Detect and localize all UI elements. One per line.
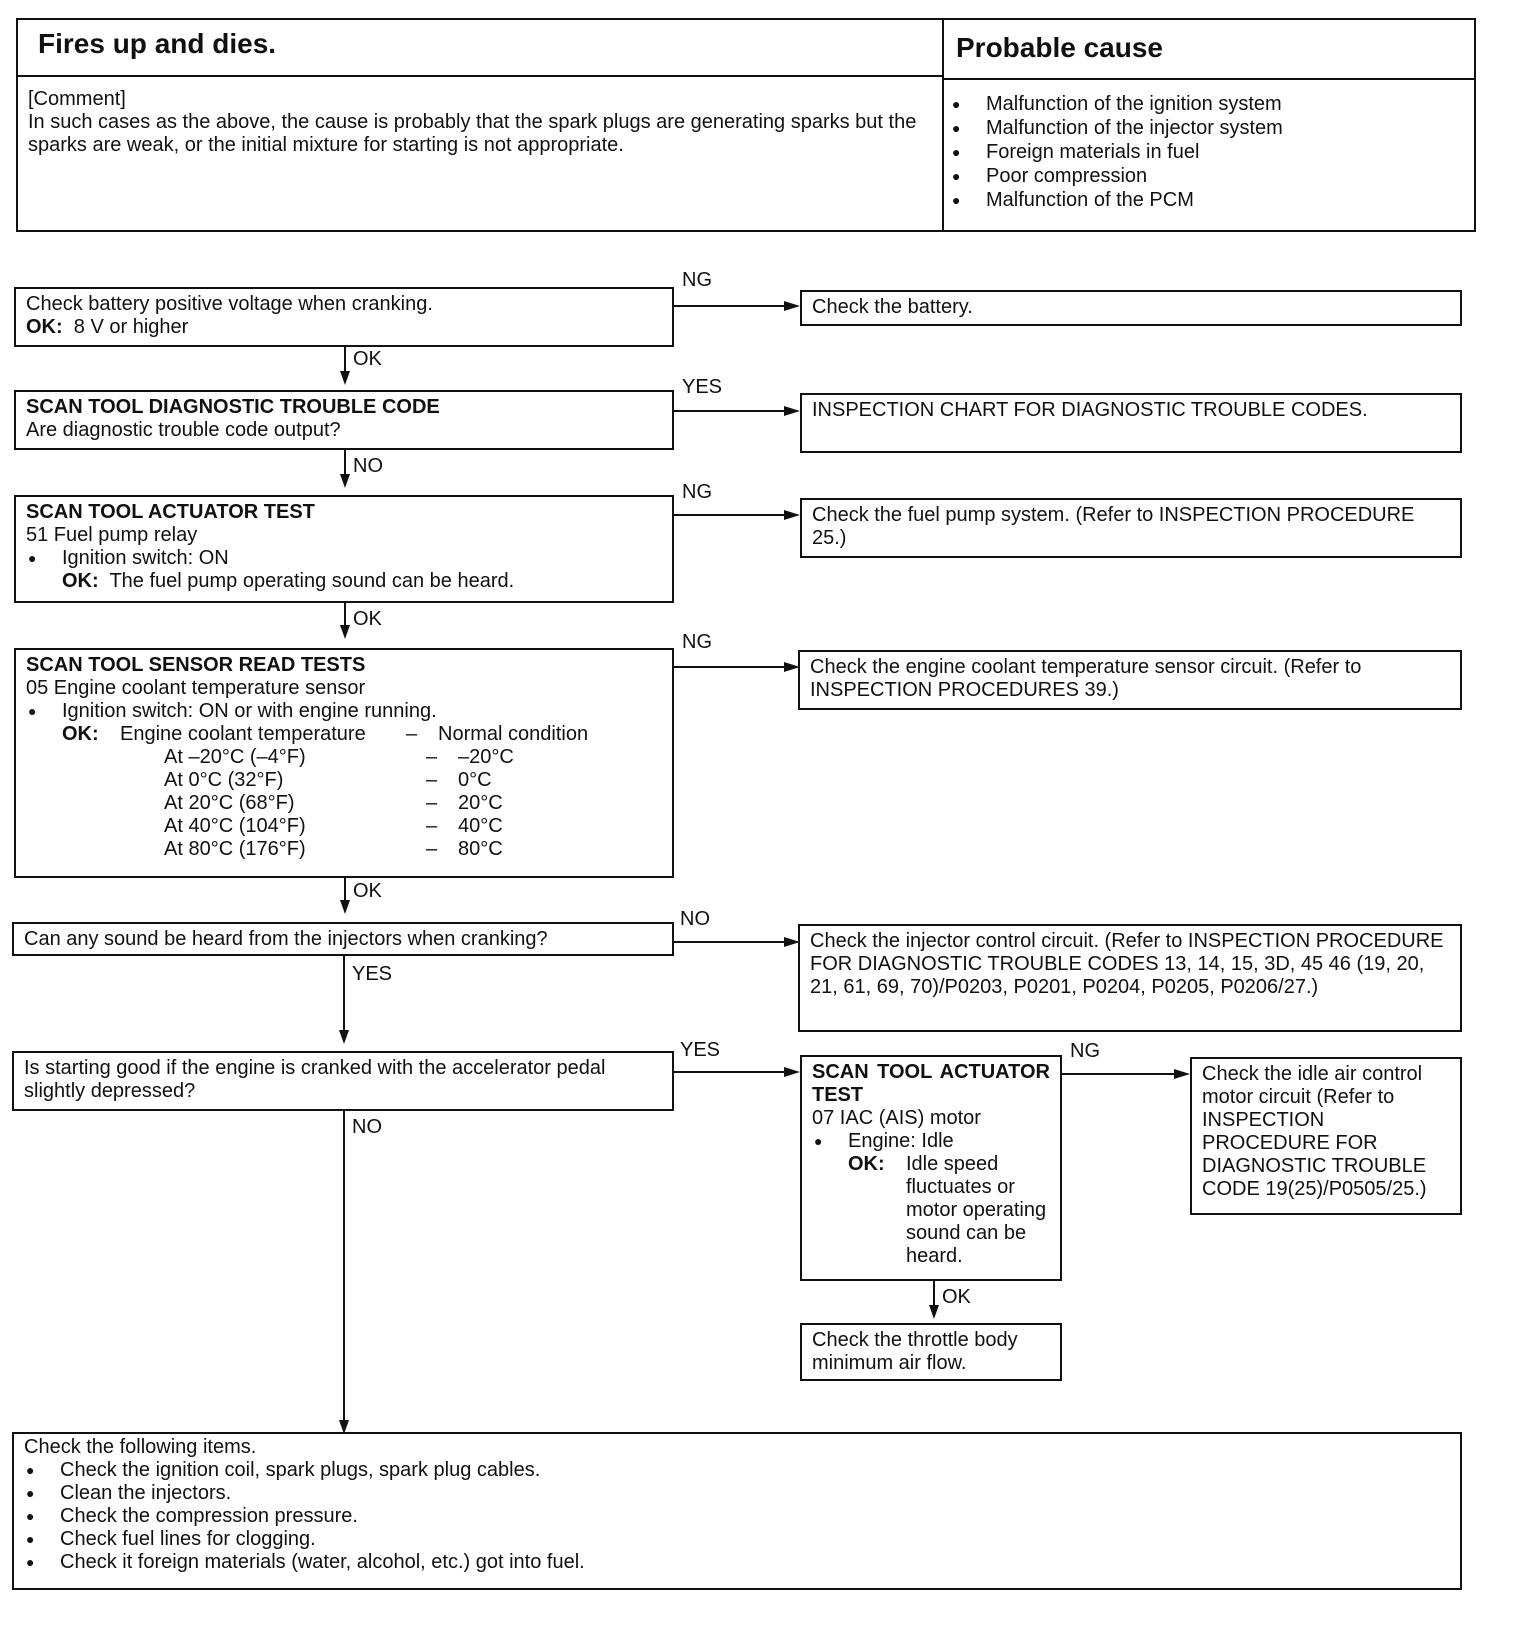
final-check-title: Check the following items. <box>24 1436 257 1458</box>
connector-line <box>674 514 784 516</box>
arrow-down-icon <box>340 900 350 914</box>
table-header-right: Normal condition <box>438 723 589 745</box>
ok-value: The fuel pump operating sound can be heard. <box>109 570 515 592</box>
table-cell-right: 0°C <box>458 769 492 791</box>
arrow-right-icon <box>784 1067 800 1077</box>
connector-line <box>674 410 784 412</box>
arrow-right-icon <box>784 301 800 311</box>
dtc-result-text: INSPECTION CHART FOR DIAGNOSTIC TROUBLE CODES. <box>812 399 1368 421</box>
throttle-body-text: Check the throttle body minimum air flow. <box>812 1329 1018 1374</box>
dash: – <box>426 838 438 860</box>
ok-label: OK: <box>62 723 99 745</box>
dash: – <box>426 815 438 837</box>
ok-label: OK: <box>26 316 63 338</box>
table-cell-left: At 80°C (176°F) <box>164 838 306 860</box>
table-row <box>26 815 662 838</box>
arrow-down-icon <box>340 371 350 385</box>
ok-value: Idle speed fluctuates or motor operating sound can be heard. <box>906 1153 1047 1267</box>
flow-label-no: NO <box>352 1116 382 1138</box>
coolant-test-title: SCAN TOOL SENSOR READ TESTS <box>26 654 366 676</box>
iac-test-condition: ● Engine: Idle <box>812 1130 1050 1153</box>
coolant-result-text: Check the engine coolant temperature sensor circuit. (Refer to INSPECTION PROCEDURES 39.) <box>810 656 1362 701</box>
final-check-item: ● Check the ignition coil, spark plugs, spark plug cables. <box>24 1459 1450 1482</box>
fuel-pump-item: 51 Fuel pump relay <box>26 524 198 546</box>
flow-label-ok: OK <box>353 880 382 902</box>
table-row <box>26 792 662 815</box>
comment-label: [Comment] <box>28 88 126 110</box>
table-cell-right: 20°C <box>458 792 503 814</box>
dash: – <box>426 792 438 814</box>
dtc-result-box <box>800 393 1462 453</box>
final-check-item: ● Check the compression pressure. <box>24 1505 1450 1528</box>
connector-line <box>674 941 784 943</box>
injector-sound-box <box>12 922 674 956</box>
branch-label-ng: NG <box>682 481 712 503</box>
dtc-question: Are diagnostic trouble code output? <box>26 419 341 441</box>
coolant-test-condition: ● Ignition switch: ON or with engine running. <box>26 700 662 723</box>
fuel-pump-condition: ● Ignition switch: ON <box>26 547 662 570</box>
probable-cause-item: ● Malfunction of the ignition system <box>950 92 1470 116</box>
iac-test-item: 07 IAC (AIS) motor <box>812 1107 981 1129</box>
table-header-left: Engine coolant temperature <box>120 723 366 745</box>
probable-cause-item: ● Malfunction of the PCM <box>950 188 1470 212</box>
connector-line <box>674 305 784 307</box>
injector-result-box <box>798 924 1462 1032</box>
branch-label-yes: YES <box>680 1039 721 1061</box>
branch-label-ng: NG <box>1070 1040 1100 1062</box>
coolant-table-header <box>26 723 662 746</box>
throttle-body-box <box>800 1323 1062 1381</box>
connector-line <box>343 1111 345 1423</box>
flow-label-ok: OK <box>353 348 382 370</box>
accelerator-check-box <box>12 1051 674 1111</box>
injector-sound-question: Can any sound be heard from the injectors when cranking? <box>24 928 548 950</box>
connector-line <box>344 603 346 625</box>
branch-label-ng: NG <box>682 631 712 653</box>
fuel-pump-test-box <box>14 495 674 603</box>
table-row <box>26 838 662 861</box>
arrow-right-icon <box>784 510 800 520</box>
table-cell-left: At 40°C (104°F) <box>164 815 306 837</box>
accelerator-question: Is starting good if the engine is cranked with the accelerator pedal slightly depressed? <box>24 1057 606 1102</box>
ok-label: OK: <box>848 1153 885 1175</box>
battery-check-text: Check battery positive voltage when cranking. <box>26 293 433 315</box>
dash: – <box>426 746 438 768</box>
table-row <box>26 746 662 769</box>
fuel-pump-test-title: SCAN TOOL ACTUATOR TEST <box>26 501 315 523</box>
dtc-title: SCAN TOOL DIAGNOSTIC TROUBLE CODE <box>26 396 440 418</box>
header-column-divider <box>942 20 944 230</box>
iac-actuator-test-box <box>800 1055 1062 1281</box>
arrow-down-icon <box>340 474 350 488</box>
flow-label-ok: OK <box>353 608 382 630</box>
connector-line <box>344 450 346 474</box>
injector-result-text: Check the injector control circuit. (Refer to INSPECTION PROCEDURE FOR DIAGNOSTIC TROUBLE CODES 13, 14, 15, 3D, 45 46 (19, 20, 21, 61, 69, 70)/P0203, P0201, P0204, P0205, P0206/27.) <box>810 930 1444 998</box>
battery-check-box <box>14 287 674 347</box>
arrow-right-icon <box>1174 1069 1190 1079</box>
probable-cause-item: ● Malfunction of the injector system <box>950 116 1470 140</box>
dash: – <box>426 769 438 791</box>
connector-line <box>1062 1073 1174 1075</box>
connector-line <box>933 1281 935 1305</box>
final-check-item: ● Clean the injectors. <box>24 1482 1450 1505</box>
fuel-pump-result-text: Check the fuel pump system. (Refer to INSPECTION PROCEDURE 25.) <box>812 504 1415 549</box>
fuel-pump-result-box <box>800 498 1462 558</box>
table-cell-left: At 20°C (68°F) <box>164 792 295 814</box>
arrow-down-icon <box>929 1305 939 1319</box>
header-divider-right <box>942 78 1476 80</box>
probable-cause-list <box>950 92 1470 212</box>
connector-line <box>343 956 345 1032</box>
connector-line <box>344 347 346 371</box>
probable-cause-item: ● Foreign materials in fuel <box>950 140 1470 164</box>
connector-line <box>674 666 784 668</box>
header-divider <box>18 75 942 77</box>
table-row <box>26 769 662 792</box>
arrow-down-icon <box>340 625 350 639</box>
connector-line <box>344 878 346 900</box>
table-cell-right: 80°C <box>458 838 503 860</box>
ok-label: OK: <box>62 570 99 592</box>
comment-section <box>28 88 933 157</box>
page-title: Fires up and dies. <box>38 28 277 59</box>
branch-label-yes: YES <box>682 376 723 398</box>
flow-label-yes: YES <box>352 963 393 985</box>
final-check-item: ● Check it foreign materials (water, alcohol, etc.) got into fuel. <box>24 1551 1450 1574</box>
arrow-right-icon <box>784 406 800 416</box>
probable-cause-item: ● Poor compression <box>950 164 1470 188</box>
coolant-sensor-test-box <box>14 648 674 878</box>
dash: – <box>406 723 418 745</box>
table-cell-right: –20°C <box>458 746 514 768</box>
probable-cause-title: Probable cause <box>956 32 1163 63</box>
table-cell-left: At 0°C (32°F) <box>164 769 284 791</box>
final-check-box <box>12 1432 1462 1590</box>
coolant-test-item: 05 Engine coolant temperature sensor <box>26 677 366 699</box>
header-table <box>16 18 1476 232</box>
coolant-result-box <box>798 650 1462 710</box>
battery-result-text: Check the battery. <box>812 296 973 318</box>
iac-result-box <box>1190 1057 1462 1215</box>
branch-label-ng: NG <box>682 269 712 291</box>
table-cell-right: 40°C <box>458 815 503 837</box>
battery-result-box <box>800 290 1462 326</box>
branch-label-no: NO <box>680 908 710 930</box>
table-cell-left: At –20°C (–4°F) <box>164 746 306 768</box>
final-check-list <box>24 1459 1450 1574</box>
iac-result-text: Check the idle air control motor circuit (Refer to INSPECTION PROCEDURE FOR DIAGNOSTIC TROUBLE CODE 19(25)/P0505/25.) <box>1202 1063 1427 1200</box>
arrow-down-icon <box>339 1030 349 1044</box>
final-check-item: ● Check fuel lines for clogging. <box>24 1528 1450 1551</box>
flow-label-ok: OK <box>942 1286 971 1308</box>
iac-test-title: SCAN TOOL ACTUATOR TEST <box>812 1061 1050 1106</box>
flow-label-no: NO <box>353 455 383 477</box>
connector-line <box>674 1071 784 1073</box>
comment-text: In such cases as the above, the cause is probably that the spark plugs are generating sparks but the sparks are weak, or the initial mixture for starting is not appropriate. <box>28 111 917 156</box>
dtc-check-box <box>14 390 674 450</box>
ok-value: 8 V or higher <box>73 316 189 338</box>
